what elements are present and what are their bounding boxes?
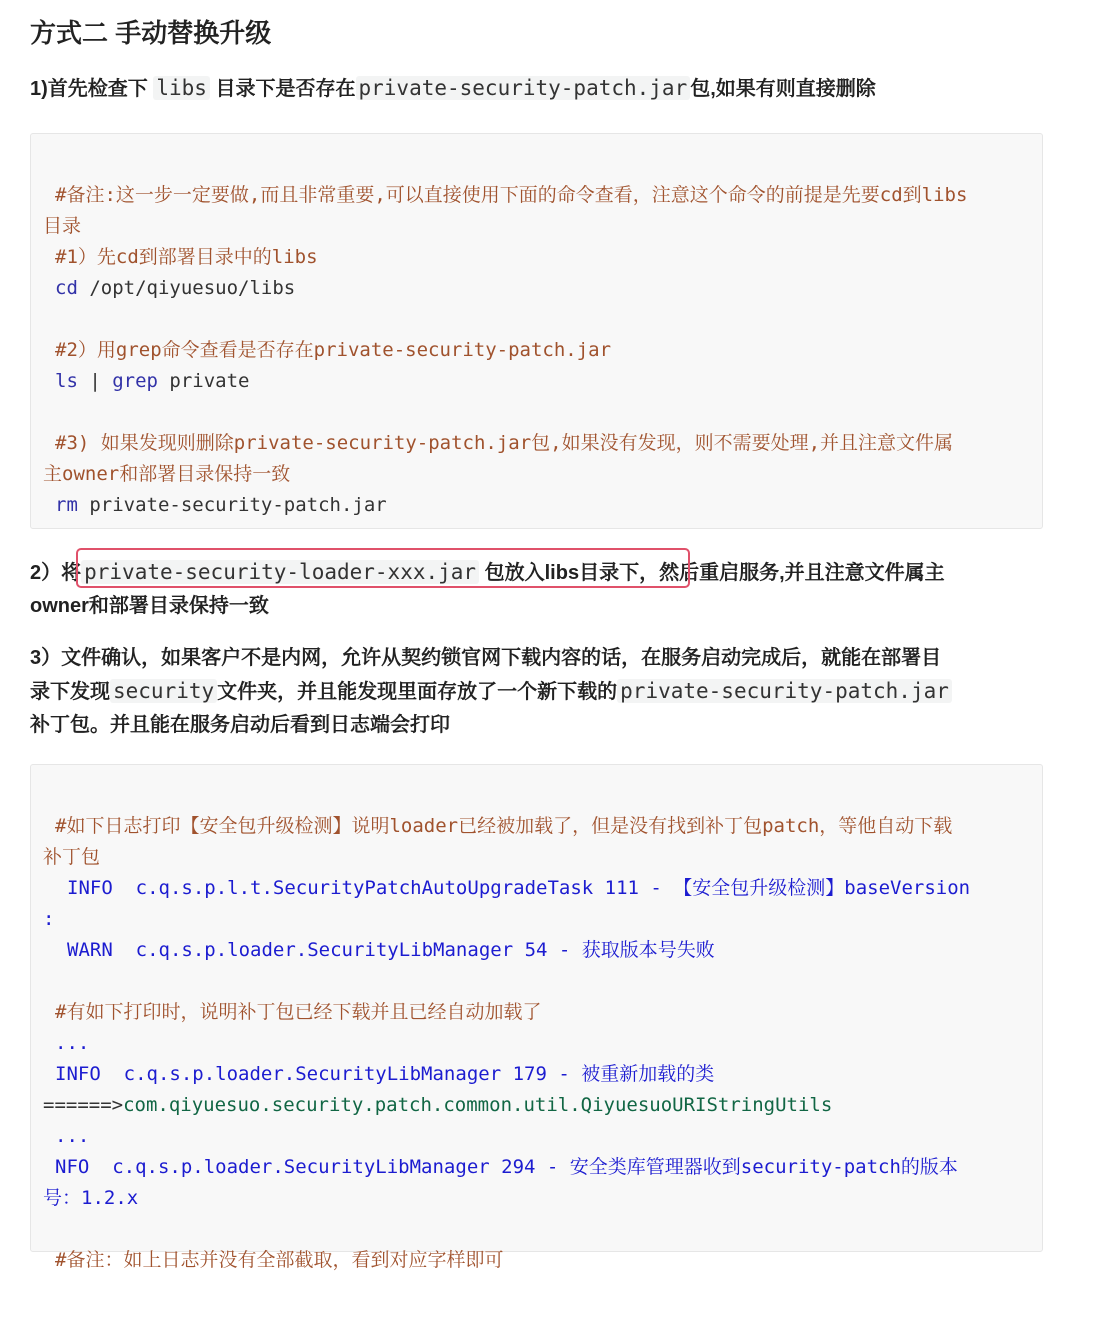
inline-code-security: security <box>110 679 217 703</box>
step-1-suffix: 包,如果有则直接删除 <box>690 78 876 100</box>
log-text-wrap: : <box>43 908 55 930</box>
code-block-log-output <box>30 764 1043 1271</box>
code-text: private <box>157 370 250 392</box>
step-1-mid: 目录下是否存在 <box>215 78 356 100</box>
log-level: WARN <box>67 939 113 961</box>
section-title: 方式二 手动替换升级 <box>30 18 272 48</box>
log-text: c.q.s.p.loader.SecurityLibManager 54 - 获取版本号失败 <box>112 939 715 961</box>
step-1-text <box>30 72 1050 106</box>
log-comment: #有如下打印时，说明补丁包已经下载并且已经自动加载了 <box>55 1001 542 1023</box>
log-text: c.q.s.p.loader.SecurityLibManager 179 - 被重新加载的类 <box>100 1063 715 1085</box>
log-text-wrap: 号：1.2.x <box>43 1187 139 1209</box>
step-2-suffix: ，然后重启服务,并且注意文件属主 <box>639 562 945 584</box>
log-level: INFO <box>67 877 113 899</box>
step-3-line2-mid: 文件夹，并且能发现里面存放了一个新下载的 <box>217 681 618 703</box>
step-2-line2: owner和部署目录保持一致 <box>30 595 269 617</box>
log-comment: #如下日志打印【安全包升级检测】说明loader已经被加载了，但是没有找到补丁包patch，等他自动下载 <box>55 815 953 837</box>
step-2-mid: 包放入libs目录下 <box>484 562 640 584</box>
code-comment: #2）用grep命令查看是否存在private-security-patch.jar <box>55 339 612 361</box>
code-text: /opt/qiyuesuo/libs <box>77 277 296 299</box>
inline-code-libs: libs <box>153 76 210 100</box>
step-2-text <box>30 556 1050 623</box>
log-level: INFO <box>55 1063 101 1085</box>
inline-code-loader-jar: private-security-loader-xxx.jar <box>81 560 479 584</box>
step-3-line1: 3）文件确认，如果客户不是内网，允许从契约锁官网下载内容的话，在服务启动完成后，就能在部署目 <box>30 647 942 669</box>
code-comment: #1）先cd到部署目录中的libs <box>55 246 318 268</box>
log-text: c.q.s.p.l.t.SecurityPatchAutoUpgradeTask 111 - 【安全包升级检测】baseVersion <box>112 877 971 899</box>
step-3-line2-prefix: 录下发现 <box>30 681 110 703</box>
step-3-line3: 补丁包。并且能在服务启动后看到日志端会打印 <box>30 714 450 736</box>
inline-code-patch-jar-2: private-security-patch.jar <box>617 679 952 703</box>
code-comment: #3) 如果发现则删除private-security-patch.jar包,如果没有发现，则不需要处理,并且注意文件属 <box>55 432 954 454</box>
log-comment: #备注：如上日志并没有全部截取，看到对应字样即可 <box>55 1249 504 1271</box>
code-keyword: grep <box>112 370 158 392</box>
log-text: c.q.s.p.loader.SecurityLibManager 294 - 安全类库管理器收到security-patch的版本 <box>89 1156 958 1178</box>
code-keyword: ls <box>55 370 78 392</box>
log-class-name: com.qiyuesuo.security.patch.common.util.QiyuesuoURIStringUtils <box>123 1094 833 1116</box>
step-1-prefix: 1)首先检查下 <box>30 78 148 100</box>
inline-code-patch-jar: private-security-patch.jar <box>356 76 691 100</box>
code-block-check-libs <box>30 133 1043 529</box>
log-comment-wrap: 补丁包 <box>43 846 101 868</box>
log-arrow: ======> <box>43 1094 124 1116</box>
step-3-text <box>30 642 1050 742</box>
code-keyword: cd <box>55 277 78 299</box>
log-level: NFO <box>55 1156 90 1178</box>
log-ellipsis: ... <box>55 1032 90 1054</box>
log-ellipsis: ... <box>55 1125 90 1147</box>
code-text: | <box>77 370 113 392</box>
code-comment: #备注:这一步一定要做,而且非常重要,可以直接使用下面的命令查看，注意这个命令的前提是先要cd到libs <box>55 184 968 206</box>
step-2-prefix: 2）将 <box>30 562 82 584</box>
code-keyword: rm <box>55 494 78 516</box>
code-text: private-security-patch.jar <box>77 494 387 516</box>
code-comment-wrap: 目录 <box>43 215 82 237</box>
code-comment-wrap: 主owner和部署目录保持一致 <box>43 463 291 485</box>
